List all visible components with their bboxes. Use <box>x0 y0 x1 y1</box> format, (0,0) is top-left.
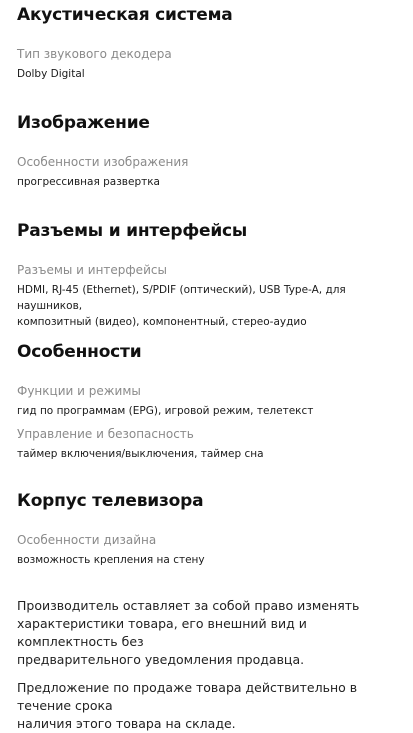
spec-section-image <box>17 112 407 190</box>
disclaimer-notice <box>17 597 407 733</box>
property-label: Функции и режимы <box>17 384 141 398</box>
spec-property <box>17 383 407 419</box>
spec-section-connectors <box>17 220 407 330</box>
spec-section-features <box>17 341 407 462</box>
property-label: Управление и безопасность <box>17 427 194 441</box>
section-title: Корпус телевизора <box>17 491 204 511</box>
spec-property <box>17 262 407 330</box>
property-label: Тип звукового декодера <box>17 47 172 61</box>
property-value-line: композитный (видео), компонентный, стерео-аудио <box>17 316 307 328</box>
spec-property <box>17 426 407 462</box>
property-value: гид по программам (EPG), игровой режим, телетекст <box>17 405 314 417</box>
spec-property <box>17 154 407 190</box>
disclaimer-line: наличия этого товара на складе. <box>17 716 236 731</box>
disclaimer-line: предварительного уведомления продавца. <box>17 652 305 667</box>
spec-property <box>17 46 407 82</box>
property-value: прогрессивная развертка <box>17 176 160 188</box>
property-label: Разъемы и интерфейсы <box>17 263 167 277</box>
section-title: Акустическая система <box>17 5 233 25</box>
spec-section-case <box>17 490 407 568</box>
spec-section-acoustics <box>17 4 407 82</box>
property-value-line: HDMI, RJ-45 (Ethernet), S/PDIF (оптический), USB Type-A, для наушников, <box>17 284 346 312</box>
disclaimer-line: Производитель оставляет за собой право изменять <box>17 598 360 613</box>
disclaimer-line: характеристики товара, его внешний вид и комплектность без <box>17 616 307 649</box>
section-title: Разъемы и интерфейсы <box>17 221 248 241</box>
property-label: Особенности изображения <box>17 155 189 169</box>
property-value: таймер включения/выключения, таймер сна <box>17 448 264 460</box>
property-value: возможность крепления на стену <box>17 554 205 566</box>
section-title: Изображение <box>17 113 150 133</box>
property-label: Особенности дизайна <box>17 533 157 547</box>
section-title: Особенности <box>17 342 142 362</box>
disclaimer-line: Предложение по продаже товара действительно в течение срока <box>17 680 358 713</box>
property-value: Dolby Digital <box>17 68 85 80</box>
spec-property <box>17 532 407 568</box>
